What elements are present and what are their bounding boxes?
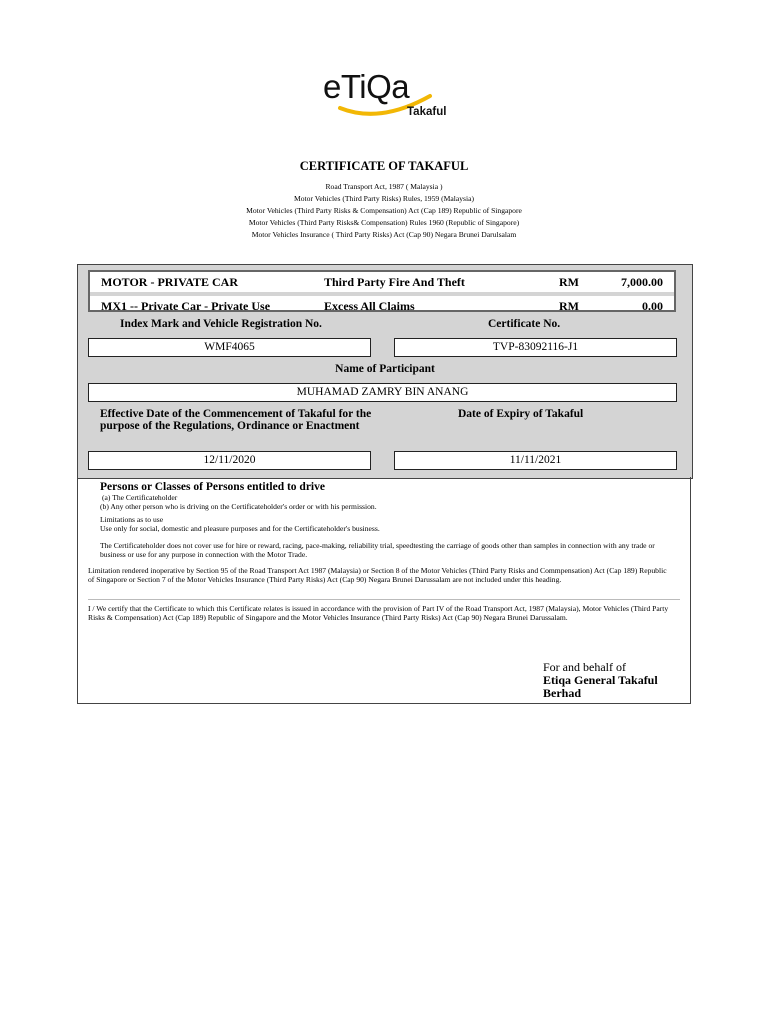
policy-code: MX1 -- Private Car - Private Use — [101, 299, 271, 313]
expiry-date-box — [394, 451, 677, 470]
certificate-panel — [77, 264, 693, 479]
excess-label: Excess All Claims — [324, 299, 415, 313]
signature-line2: Etiqa General Takaful — [543, 673, 658, 687]
act-line: Motor Vehicles (Third Party Risks) Rules, 1959 (Malaysia) — [294, 194, 474, 203]
cert-label: Certificate No. — [488, 318, 561, 330]
cert-no-box — [394, 338, 677, 357]
reg-label: Index Mark and Vehicle Registration No. — [120, 318, 322, 330]
page-title: CERTIFICATE OF TAKAFUL — [299, 159, 469, 173]
persons-b: (b) Any other person who is driving on the Certificateholder's order or with his permission. — [100, 502, 377, 511]
participant-box — [88, 383, 677, 402]
sum-covered: 7,000.00 — [621, 275, 663, 289]
currency-label: RM — [559, 299, 579, 313]
policy-box — [88, 270, 676, 312]
exclusion-text: The Certificateholder does not cover use for hire or reward, racing, pace-making, reliability trial, speedtesting the carriage of goods other than samples in connection with any trade or business or use for any purpose in connection with the Motor Trade. — [100, 541, 655, 560]
etiqa-logo — [320, 68, 460, 124]
effective-label: Effective Date of the Commencement of Takaful for the purpose of the Regulations, Ordinance or Enactment — [100, 408, 372, 432]
currency-label: RM — [559, 275, 579, 289]
effective-date-box — [88, 451, 371, 470]
act-line: Motor Vehicles (Third Party Risks & Compensation) Act (Cap 189) Republic of Singapore — [246, 206, 522, 215]
act-line: Motor Vehicles Insurance ( Third Party Risks) Act (Cap 90) Negara Brunei Darulsalam — [251, 230, 517, 239]
excess-value: 0.00 — [642, 299, 663, 313]
reg-no-box — [88, 338, 371, 357]
certify-text: I / We certify that the Certificate to which this Certificate relates is issued in accordance with the provision of Part IV of the Road Transport Act, 1987 (Malaysia), Motor Vehicles (Third Party Risks & Compensation) Act (Cap 189) Republic of Singapore and the Motor Vehicles Insurance (Third Party Risks) Act (Cap 90) Negara Brunei Darussalam. — [88, 604, 669, 623]
cert-no: TVP-83092116-J1 — [492, 341, 579, 353]
limitation-text: Limitation rendered inoperative by Section 95 of the Road Transport Act 1987 (Malaysia) or Section 8 of the Motor Vehicles (Third Party Risks and Commpensation) Act (Cap 189) Republic of Singapore or Section 7 of the Motor Vehicles Insurance (Third Party Risks) Act (Cap 90) Negara Brunei Darussalam are not included under this heading. — [88, 566, 667, 585]
conditions-section — [77, 477, 691, 704]
limitations-heading: Limitations as to use — [100, 515, 164, 524]
persons-a: (a) The Certificateholder — [102, 493, 178, 502]
divider — [88, 599, 680, 600]
act-line: Motor Vehicles (Third Party Risks& Compensation) Rules 1960 (Republic of Singapore) — [248, 218, 520, 227]
logo-sub: Takaful — [407, 106, 447, 118]
limitations-text: Use only for social, domestic and pleasure purposes and for the Certificateholder's business. — [100, 524, 380, 533]
expiry-label: Date of Expiry of Takaful — [458, 408, 584, 420]
act-line: Road Transport Act, 1987 ( Malaysia ) — [325, 182, 443, 191]
policy-cover: Third Party Fire And Theft — [324, 275, 465, 289]
persons-heading: Persons or Classes of Persons entitled to drive — [100, 481, 325, 493]
expiry-date: 11/11/2021 — [509, 454, 562, 466]
effective-date: 12/11/2020 — [203, 454, 256, 466]
reg-no: WMF4065 — [204, 341, 255, 353]
logo-brand: eTiQa — [323, 68, 410, 105]
signature-line1: For and behalf of — [543, 660, 626, 674]
signature-line3: Berhad — [543, 686, 582, 700]
participant-label: Name of Participant — [335, 363, 435, 375]
policy-class: MOTOR - PRIVATE CAR — [101, 275, 239, 289]
participant-name: MUHAMAD ZAMRY BIN ANANG — [296, 386, 469, 398]
